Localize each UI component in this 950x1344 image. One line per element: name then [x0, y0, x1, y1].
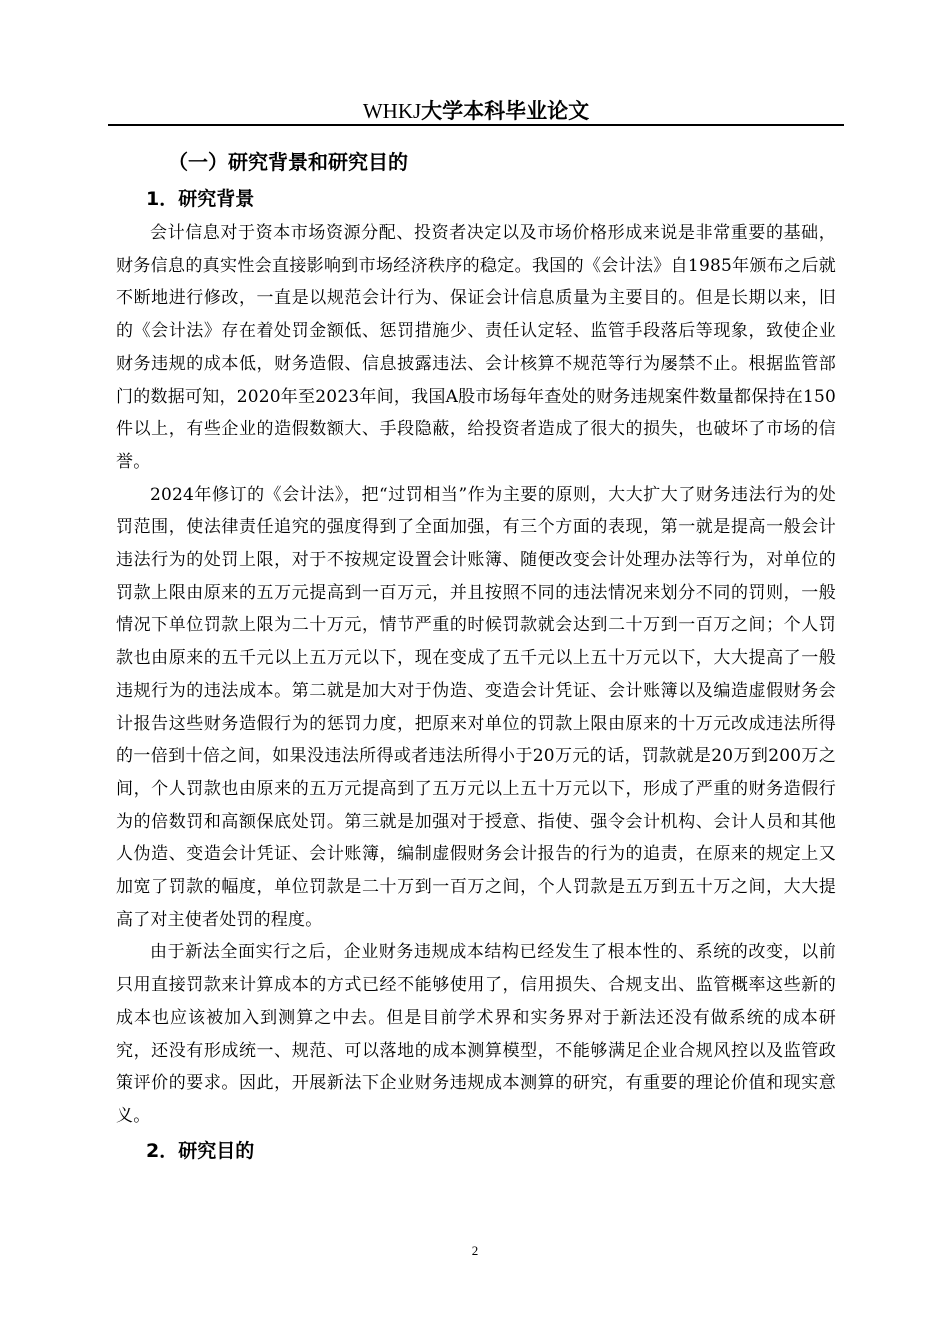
paragraph-1: 会计信息对于资本市场资源分配、投资者决定以及市场价格形成来说是非常重要的基础，财务信息的真实性会直接影响到市场经济秩序的稳定。我国的《会计法》自1985年颁布之后就不断地进行修改，一直是以规范会计行为、保证会计信息质量为主要目的。但是长期以来，旧的《会计法》存在着处罚金额低、惩罚措施少、责任认定轻、监管手段落后等现象，致使企业财务违规的成本低，财务造假、信息披露违法、会计核算不规范等行为屡禁不止。根据监管部门的数据可知，2020年至2023年间，我国A股市场每年查处的财务违规案件数量都保持在150件以上，有些企业的造假数额大、手段隐蔽，给投资者造成了很大的损失，也破坏了市场的信誉。 — [116, 223, 836, 472]
header-rule — [108, 124, 844, 126]
page-number: 2 — [471, 1243, 479, 1258]
paragraph-3: 由于新法全面实行之后，企业财务违规成本结构已经发生了根本性的、系统的改变，以前只用直接罚款来计算成本的方式已经不能够使用了，信用损失、合规支出、监管概率这些新的成本也应该被加入到测算之中去。但是目前学术界和实务界对于新法还没有做系统的成本研究，还没有形成统一、规范、可以落地的成本测算模型，不能够满足企业合规风控以及监管政策评价的要求。因此，开展新法下企业财务违规成本测算的研究，有重要的理论价值和现实意义。 — [116, 942, 836, 1126]
subsection-title-purpose: 2．研究目的 — [146, 1139, 255, 1162]
document-body — [116, 143, 836, 1169]
header-title: 大学本科毕业论文 — [421, 99, 590, 123]
paragraph-2: 2024年修订的《会计法》，把“过罚相当”作为主要的原则，大大扩大了财务违法行为的处罚范围，使法律责任追究的强度得到了全面加强，有三个方面的表现，第一就是提高一般会计违法行为的处罚上限，对于不按规定设置会计账簿、随便改变会计处理办法等行为，对单位的罚款上限由原来的五万元提高到一百万元，并且按照不同的违法情况来划分不同的罚则，一般情况下单位罚款上限为二十万元，情节严重的时候罚款就会达到二十万到一百万之间；个人罚款也由原来的五千元以上五万元以下，现在变成了五千元以上五十万元以下，大大提高了一般违规行为的违法成本。第二就是加大对于伪造、变造会计凭证、会计账簿以及编造虚假财务会计报告这些财务造假行为的惩罚力度，把原来对单位的罚款上限由原来的十万元改成违法所得的一倍到十倍之间，如果没违法所得或者违法所得小于20万元的话，罚款就是20万到200万之间，个人罚款也由原来的五万元提高到了五万元以上五十万元以下，形成了严重的财务造假行为的倍数罚和高额保底处罚。第三就是加强对于授意、指使、强令会计机构、会计人员和其他人伪造、变造会计凭证、会计账簿，编制虚假财务会计报告的行为的追责，在原来的规定上又加宽了罚款的幅度，单位罚款是二十万到一百万之间，个人罚款是五万到五十万之间，大大提高了对主使者处罚的程度。 — [116, 484, 836, 930]
page-header — [108, 96, 844, 126]
subsection-title-background: 1．研究背景 — [146, 188, 255, 210]
header-latin: WHKJ — [362, 99, 422, 123]
section-title: （一）研究背景和研究目的 — [168, 150, 408, 174]
